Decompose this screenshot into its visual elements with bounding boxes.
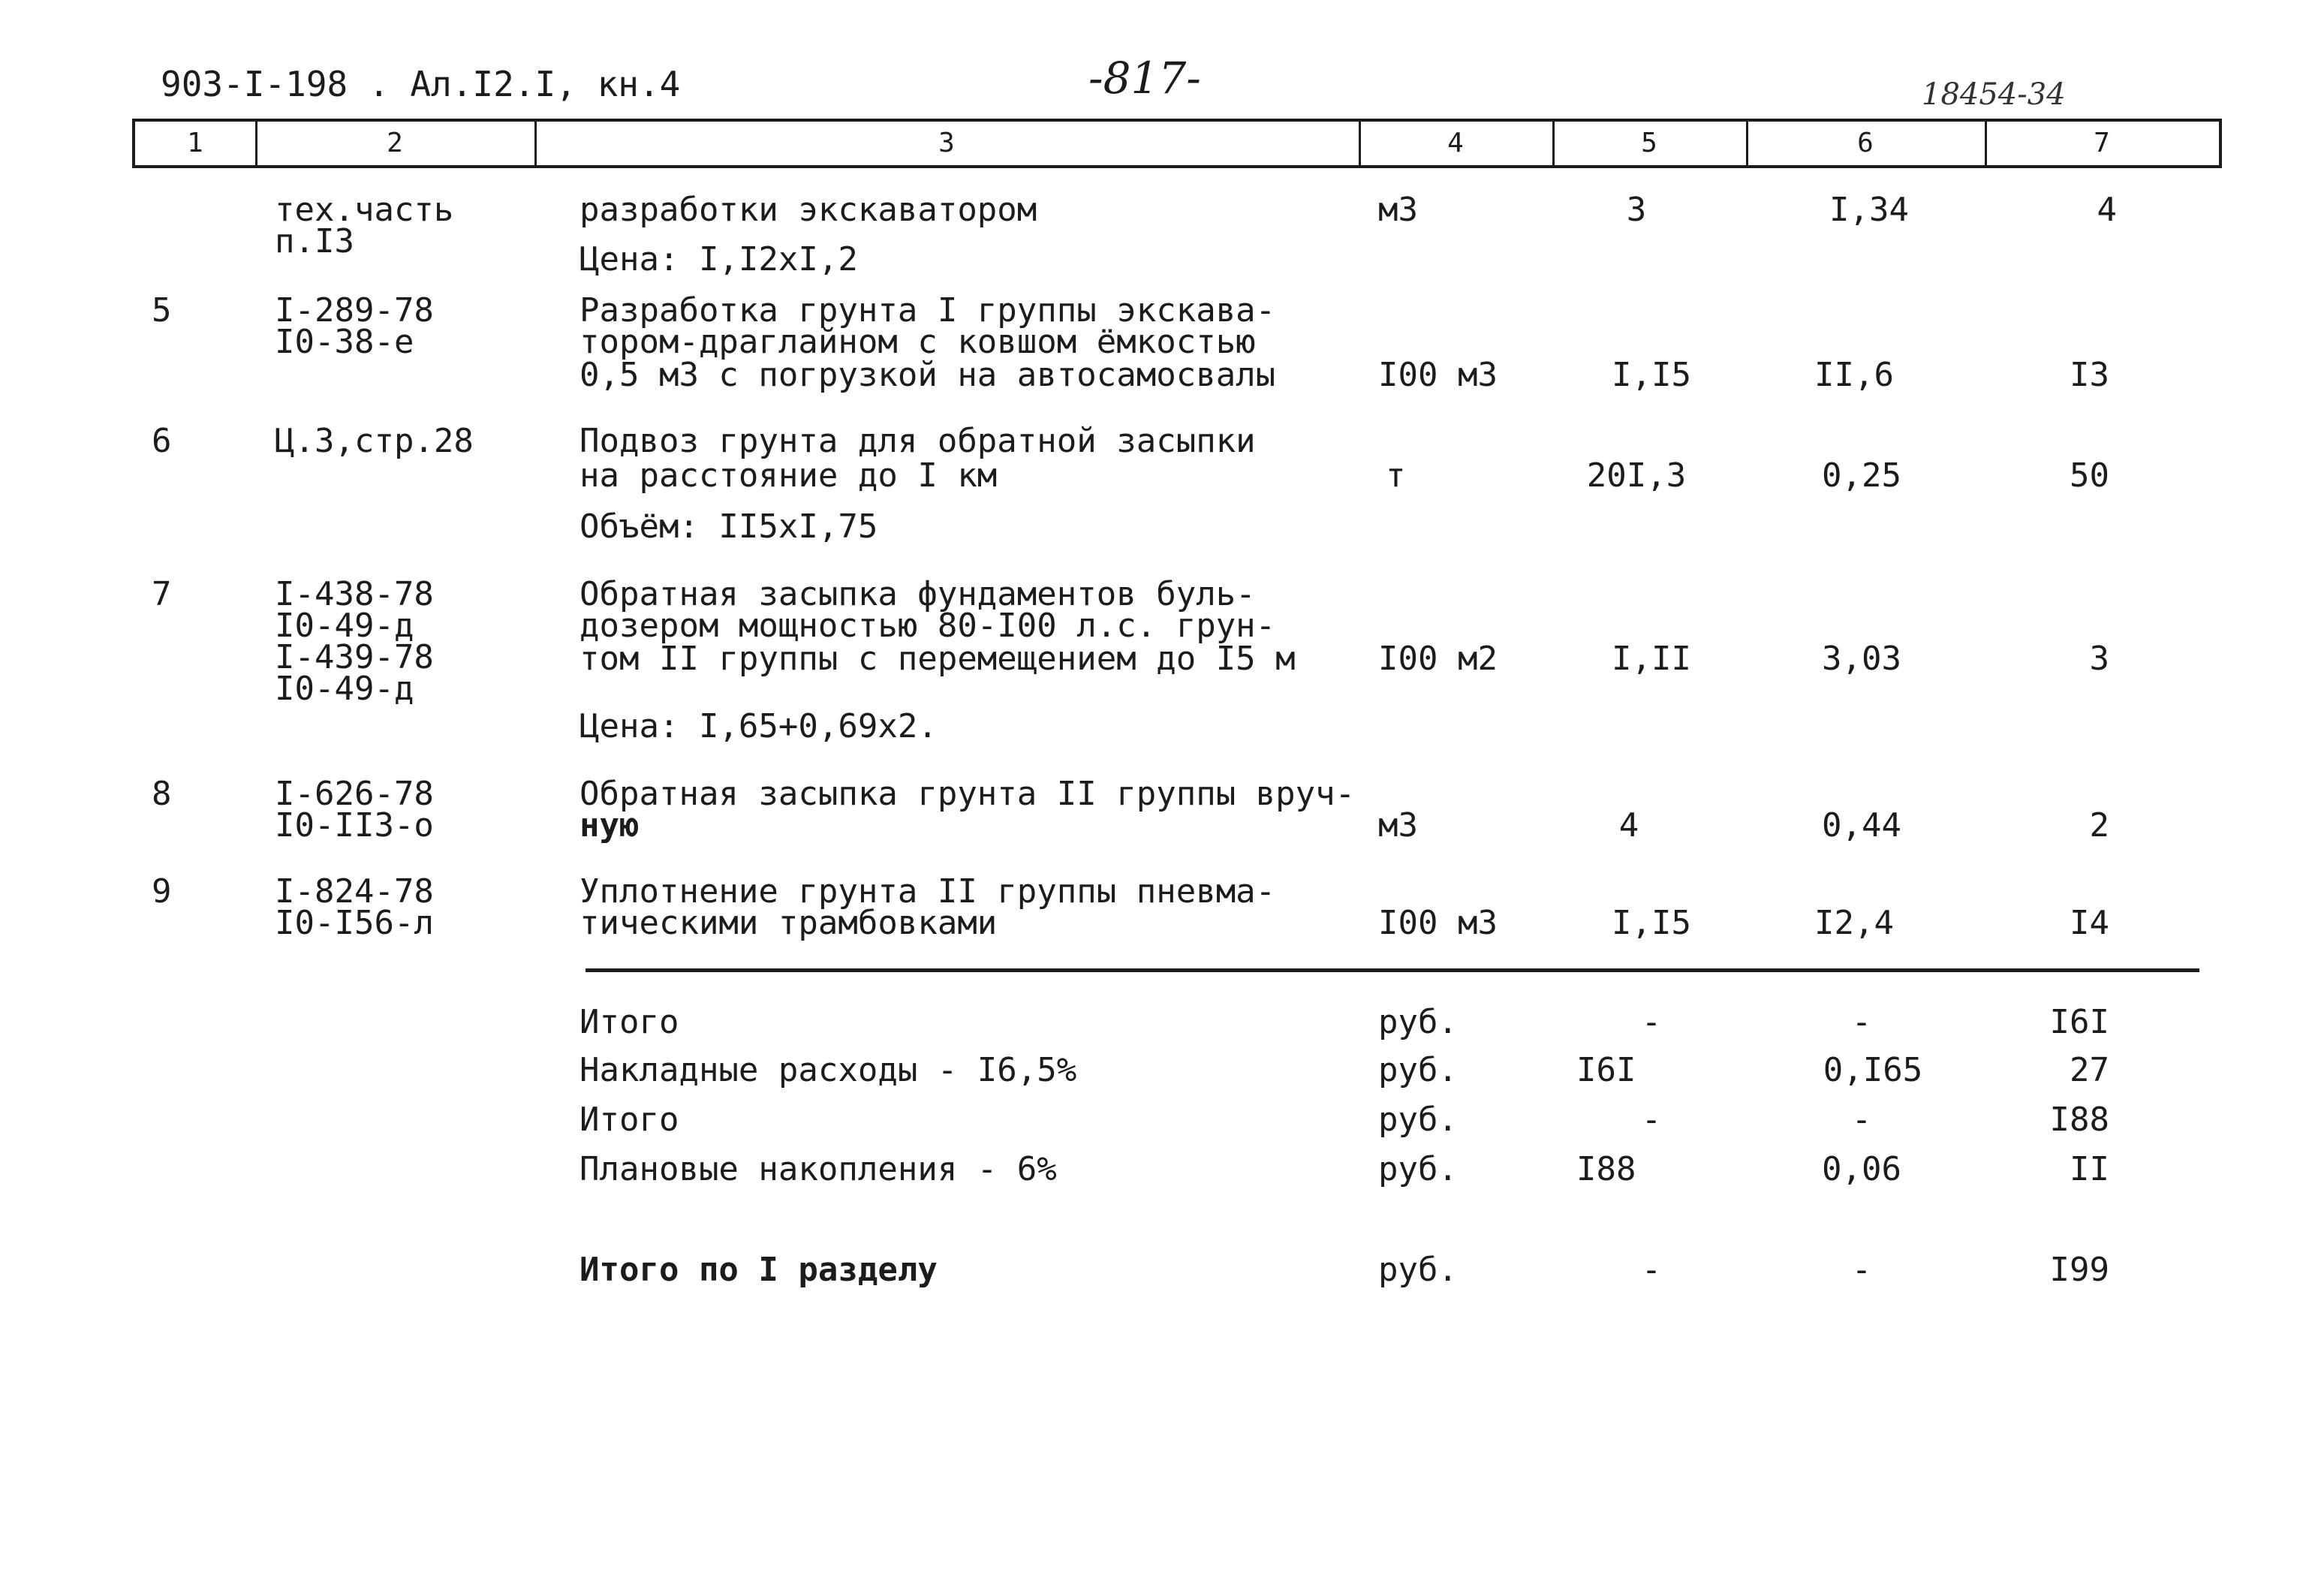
row-note: Цена: I,I2xI,2: [580, 240, 858, 279]
row-ref-line: I-824-78: [275, 872, 434, 911]
row-unit: м3: [1378, 806, 1418, 845]
column-header: 5: [1552, 122, 1748, 165]
page-number: -817-: [1088, 53, 1201, 104]
row-ref-line: I0-II3-о: [275, 806, 434, 845]
row-number: 8: [152, 775, 172, 813]
row-qty: 3: [1626, 191, 1647, 229]
summary-price: -: [1851, 1003, 1872, 1041]
row-unit: I00 м3: [1378, 904, 1498, 942]
row-qty: I,I5: [1612, 904, 1691, 942]
row-number: 9: [152, 872, 172, 911]
row-unit: т: [1386, 456, 1406, 495]
row-ref-line: I-289-78: [275, 291, 434, 330]
row-total: 4: [2097, 191, 2117, 229]
row-ref-line: I-439-78: [275, 638, 434, 676]
row-ref-line: I-626-78: [275, 775, 434, 813]
row-description: Обратная засыпка фундаментов буль-: [580, 575, 1256, 613]
row-number: 7: [152, 575, 172, 613]
summary-qty: -: [1641, 1003, 1662, 1041]
row-ref-line: I0-49-д: [275, 607, 414, 645]
row-ref-line: п.I3: [275, 222, 354, 260]
summary-label: Итого: [580, 1003, 679, 1041]
summary-label: Накладные расходы - I6,5%: [580, 1051, 1077, 1089]
row-number: 5: [152, 291, 172, 330]
row-description: разработки экскаватором: [580, 191, 1037, 229]
row-qty: I,II: [1612, 640, 1691, 678]
summary-qty: I6I: [1576, 1051, 1636, 1089]
row-price: 0,44: [1822, 806, 1901, 845]
row-ref-line: I0-49-д: [275, 670, 414, 708]
summary-total: 27: [2070, 1051, 2109, 1089]
row-number: 6: [152, 422, 172, 460]
row-price: 3,03: [1822, 640, 1901, 678]
row-ref-line: Ц.3,стр.28: [275, 422, 474, 460]
summary-total: I6I: [2049, 1003, 2109, 1041]
row-total: I4: [2070, 904, 2109, 942]
row-note: Объём: II5xI,75: [580, 507, 878, 546]
column-header: 7: [2094, 128, 2110, 158]
column-header: 2: [255, 122, 537, 165]
row-unit: I00 м2: [1378, 640, 1498, 678]
row-price: I2,4: [1814, 904, 1894, 942]
row-total: 50: [2070, 456, 2109, 495]
column-header: 6: [1746, 122, 1987, 165]
row-description: 0,5 м3 с погрузкой на автосамосвалы: [580, 356, 1276, 394]
row-ref-line: I0-I56-л: [275, 904, 434, 942]
row-description: Обратная засыпка грунта II группы вруч-: [580, 775, 1356, 813]
row-unit: м3: [1378, 191, 1418, 229]
row-price: 0,25: [1822, 456, 1901, 495]
row-price: II,6: [1814, 356, 1894, 394]
column-header: 4: [1359, 122, 1555, 165]
row-qty: 4: [1618, 806, 1639, 845]
summary-total: I88: [2049, 1101, 2109, 1139]
summary-unit: руб.: [1378, 1003, 1458, 1041]
row-description: тором-драглайном с ковшом ёмкостью: [580, 323, 1256, 361]
row-ref-line: I-438-78: [275, 575, 434, 613]
row-unit: I00 м3: [1378, 356, 1498, 394]
summary-total: I99: [2049, 1251, 2109, 1289]
summary-price: -: [1851, 1251, 1872, 1289]
row-description: Подвоз грунта для обратной засыпки: [580, 422, 1256, 460]
row-note: Цена: I,65+0,69x2.: [580, 707, 938, 745]
row-description: дозером мощностью 80-I00 л.с. грун-: [580, 607, 1276, 645]
summary-divider: [586, 968, 2199, 972]
column-header: 3: [534, 122, 1361, 165]
row-price: I,34: [1829, 191, 1909, 229]
row-description: Разработка грунта I группы экскава-: [580, 291, 1276, 330]
column-header-row: [132, 119, 2222, 168]
summary-qty: -: [1641, 1101, 1662, 1139]
doc-code: 903-I-198 . Ал.I2.I, кн.4: [161, 64, 681, 104]
archive-number: 18454-34: [1922, 77, 2066, 112]
summary-label: Плановые накопления - 6%: [580, 1150, 1057, 1188]
row-ref-line: тех.часть: [275, 191, 454, 229]
row-total: I3: [2070, 356, 2109, 394]
row-description: том II группы с перемещением до I5 м: [580, 640, 1296, 678]
row-qty: I,I5: [1612, 356, 1691, 394]
row-description: Уплотнение грунта II группы пневма-: [580, 872, 1276, 911]
section-total-label: Итого по I разделу: [580, 1251, 938, 1289]
summary-unit: руб.: [1378, 1101, 1458, 1139]
summary-price: 0,I65: [1823, 1051, 1923, 1089]
column-header: 1: [135, 122, 257, 165]
row-qty: 20I,3: [1586, 456, 1687, 495]
row-total: 2: [2089, 806, 2109, 845]
row-ref-line: I0-38-е: [275, 323, 414, 361]
summary-label: Итого: [580, 1101, 679, 1139]
summary-total: II: [2070, 1150, 2109, 1188]
summary-price: 0,06: [1822, 1150, 1901, 1188]
summary-unit: руб.: [1378, 1150, 1458, 1188]
row-description: на расстояние до I км: [580, 456, 998, 495]
summary-unit: руб.: [1378, 1251, 1458, 1289]
row-total: 3: [2089, 640, 2109, 678]
summary-qty: I88: [1576, 1150, 1636, 1188]
summary-qty: -: [1641, 1251, 1662, 1289]
summary-unit: руб.: [1378, 1051, 1458, 1089]
summary-price: -: [1851, 1101, 1872, 1139]
row-description: ную: [580, 806, 640, 845]
row-description: тическими трамбовками: [580, 904, 998, 942]
